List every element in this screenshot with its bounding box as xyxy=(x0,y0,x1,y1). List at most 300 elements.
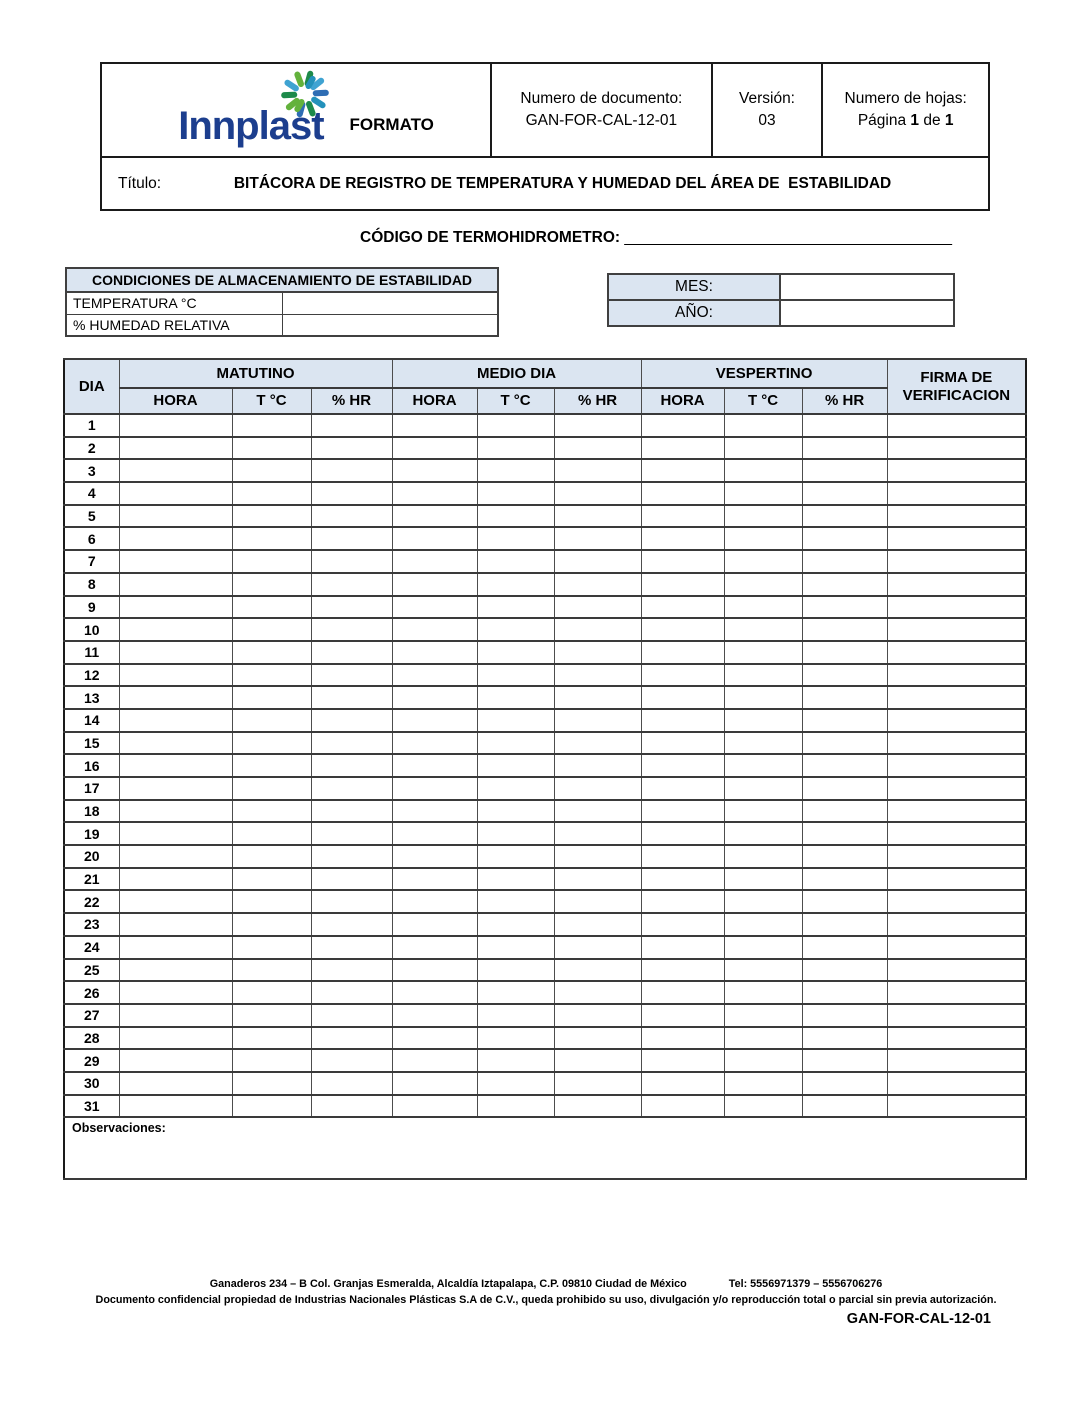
log-cell[interactable] xyxy=(477,505,554,528)
log-cell[interactable] xyxy=(119,437,232,460)
log-cell[interactable] xyxy=(477,868,554,891)
log-cell[interactable] xyxy=(119,981,232,1004)
log-cell[interactable] xyxy=(119,641,232,664)
log-cell[interactable] xyxy=(724,1072,802,1095)
log-cell[interactable] xyxy=(802,437,887,460)
log-cell[interactable] xyxy=(119,777,232,800)
log-cell[interactable] xyxy=(311,596,392,619)
log-cell[interactable] xyxy=(802,1072,887,1095)
log-cell[interactable] xyxy=(311,1004,392,1027)
log-cell[interactable] xyxy=(802,1049,887,1072)
log-cell[interactable] xyxy=(232,527,311,550)
log-cell[interactable] xyxy=(802,845,887,868)
log-cell[interactable] xyxy=(887,732,1026,755)
log-cell[interactable] xyxy=(887,527,1026,550)
log-cell[interactable] xyxy=(802,1095,887,1118)
log-cell[interactable] xyxy=(477,777,554,800)
log-cell[interactable] xyxy=(311,777,392,800)
log-cell[interactable] xyxy=(232,777,311,800)
log-cell[interactable] xyxy=(477,482,554,505)
log-cell[interactable] xyxy=(641,1095,724,1118)
log-cell[interactable] xyxy=(554,754,641,777)
log-cell[interactable] xyxy=(554,913,641,936)
log-cell[interactable] xyxy=(477,959,554,982)
log-cell[interactable] xyxy=(119,414,232,437)
log-cell[interactable] xyxy=(392,845,477,868)
log-cell[interactable] xyxy=(887,573,1026,596)
log-cell[interactable] xyxy=(641,822,724,845)
log-cell[interactable] xyxy=(887,1049,1026,1072)
log-cell[interactable] xyxy=(554,981,641,1004)
log-cell[interactable] xyxy=(392,550,477,573)
log-cell[interactable] xyxy=(887,1072,1026,1095)
log-cell[interactable] xyxy=(802,732,887,755)
log-cell[interactable] xyxy=(232,732,311,755)
log-cell[interactable] xyxy=(311,981,392,1004)
log-cell[interactable] xyxy=(724,1027,802,1050)
log-cell[interactable] xyxy=(392,596,477,619)
log-cell[interactable] xyxy=(554,505,641,528)
log-cell[interactable] xyxy=(887,890,1026,913)
log-cell[interactable] xyxy=(392,1027,477,1050)
log-cell[interactable] xyxy=(232,1072,311,1095)
log-cell[interactable] xyxy=(232,1027,311,1050)
log-cell[interactable] xyxy=(724,437,802,460)
log-cell[interactable] xyxy=(887,1027,1026,1050)
log-cell[interactable] xyxy=(554,686,641,709)
log-cell[interactable] xyxy=(641,414,724,437)
log-cell[interactable] xyxy=(392,1049,477,1072)
ano-value-cell[interactable] xyxy=(780,300,954,326)
log-cell[interactable] xyxy=(802,1004,887,1027)
log-cell[interactable] xyxy=(119,686,232,709)
log-cell[interactable] xyxy=(392,437,477,460)
log-cell[interactable] xyxy=(392,1004,477,1027)
log-cell[interactable] xyxy=(232,822,311,845)
log-cell[interactable] xyxy=(119,800,232,823)
log-cell[interactable] xyxy=(641,981,724,1004)
log-cell[interactable] xyxy=(554,414,641,437)
log-cell[interactable] xyxy=(554,709,641,732)
log-cell[interactable] xyxy=(641,505,724,528)
log-cell[interactable] xyxy=(802,505,887,528)
log-cell[interactable] xyxy=(724,777,802,800)
log-cell[interactable] xyxy=(392,777,477,800)
log-cell[interactable] xyxy=(887,913,1026,936)
log-cell[interactable] xyxy=(232,1004,311,1027)
log-cell[interactable] xyxy=(311,1027,392,1050)
log-cell[interactable] xyxy=(392,641,477,664)
log-cell[interactable] xyxy=(724,936,802,959)
log-cell[interactable] xyxy=(724,709,802,732)
log-cell[interactable] xyxy=(641,459,724,482)
log-cell[interactable] xyxy=(311,936,392,959)
log-cell[interactable] xyxy=(392,1095,477,1118)
log-cell[interactable] xyxy=(887,754,1026,777)
log-cell[interactable] xyxy=(232,913,311,936)
log-cell[interactable] xyxy=(392,686,477,709)
log-cell[interactable] xyxy=(724,550,802,573)
log-cell[interactable] xyxy=(887,959,1026,982)
log-cell[interactable] xyxy=(119,936,232,959)
log-cell[interactable] xyxy=(311,800,392,823)
log-cell[interactable] xyxy=(554,800,641,823)
log-cell[interactable] xyxy=(887,664,1026,687)
log-cell[interactable] xyxy=(119,754,232,777)
log-cell[interactable] xyxy=(641,868,724,891)
log-cell[interactable] xyxy=(641,800,724,823)
log-cell[interactable] xyxy=(477,437,554,460)
log-cell[interactable] xyxy=(887,596,1026,619)
log-cell[interactable] xyxy=(554,959,641,982)
log-cell[interactable] xyxy=(724,573,802,596)
log-cell[interactable] xyxy=(311,686,392,709)
log-cell[interactable] xyxy=(724,596,802,619)
log-cell[interactable] xyxy=(554,527,641,550)
log-cell[interactable] xyxy=(802,459,887,482)
log-cell[interactable] xyxy=(232,573,311,596)
log-cell[interactable] xyxy=(724,1004,802,1027)
log-cell[interactable] xyxy=(311,845,392,868)
log-cell[interactable] xyxy=(477,550,554,573)
log-cell[interactable] xyxy=(477,596,554,619)
log-cell[interactable] xyxy=(392,800,477,823)
log-cell[interactable] xyxy=(554,868,641,891)
log-cell[interactable] xyxy=(392,754,477,777)
log-cell[interactable] xyxy=(477,732,554,755)
log-cell[interactable] xyxy=(802,618,887,641)
log-cell[interactable] xyxy=(641,527,724,550)
log-cell[interactable] xyxy=(724,505,802,528)
log-cell[interactable] xyxy=(392,732,477,755)
log-cell[interactable] xyxy=(311,822,392,845)
log-cell[interactable] xyxy=(641,573,724,596)
log-cell[interactable] xyxy=(802,482,887,505)
log-cell[interactable] xyxy=(802,686,887,709)
log-cell[interactable] xyxy=(887,618,1026,641)
log-cell[interactable] xyxy=(554,845,641,868)
log-cell[interactable] xyxy=(311,437,392,460)
log-cell[interactable] xyxy=(724,1095,802,1118)
log-cell[interactable] xyxy=(887,709,1026,732)
log-cell[interactable] xyxy=(724,459,802,482)
log-cell[interactable] xyxy=(311,482,392,505)
log-cell[interactable] xyxy=(802,641,887,664)
log-cell[interactable] xyxy=(724,482,802,505)
log-cell[interactable] xyxy=(311,1095,392,1118)
log-cell[interactable] xyxy=(119,1004,232,1027)
log-cell[interactable] xyxy=(119,1095,232,1118)
log-cell[interactable] xyxy=(724,822,802,845)
log-cell[interactable] xyxy=(392,709,477,732)
log-cell[interactable] xyxy=(641,1049,724,1072)
log-cell[interactable] xyxy=(724,754,802,777)
log-cell[interactable] xyxy=(802,414,887,437)
log-cell[interactable] xyxy=(802,596,887,619)
log-cell[interactable] xyxy=(232,414,311,437)
log-cell[interactable] xyxy=(802,754,887,777)
log-cell[interactable] xyxy=(311,913,392,936)
log-cell[interactable] xyxy=(802,868,887,891)
log-cell[interactable] xyxy=(477,414,554,437)
log-cell[interactable] xyxy=(392,913,477,936)
log-cell[interactable] xyxy=(641,686,724,709)
mes-value-cell[interactable] xyxy=(780,274,954,300)
log-cell[interactable] xyxy=(887,845,1026,868)
log-cell[interactable] xyxy=(232,868,311,891)
log-cell[interactable] xyxy=(392,527,477,550)
log-cell[interactable] xyxy=(232,890,311,913)
log-cell[interactable] xyxy=(477,754,554,777)
log-cell[interactable] xyxy=(232,1095,311,1118)
log-cell[interactable] xyxy=(554,664,641,687)
log-cell[interactable] xyxy=(887,686,1026,709)
log-cell[interactable] xyxy=(802,800,887,823)
log-cell[interactable] xyxy=(477,709,554,732)
log-cell[interactable] xyxy=(887,777,1026,800)
log-cell[interactable] xyxy=(802,890,887,913)
log-cell[interactable] xyxy=(802,573,887,596)
log-cell[interactable] xyxy=(887,822,1026,845)
log-cell[interactable] xyxy=(802,709,887,732)
log-cell[interactable] xyxy=(554,1072,641,1095)
codigo-fill-line[interactable]: ______________________________________ xyxy=(624,229,952,246)
log-cell[interactable] xyxy=(554,1027,641,1050)
log-cell[interactable] xyxy=(887,505,1026,528)
log-cell[interactable] xyxy=(311,868,392,891)
log-cell[interactable] xyxy=(392,573,477,596)
log-cell[interactable] xyxy=(641,913,724,936)
log-cell[interactable] xyxy=(311,618,392,641)
log-cell[interactable] xyxy=(641,959,724,982)
log-cell[interactable] xyxy=(392,1072,477,1095)
log-cell[interactable] xyxy=(311,527,392,550)
log-cell[interactable] xyxy=(724,527,802,550)
log-cell[interactable] xyxy=(477,890,554,913)
log-cell[interactable] xyxy=(232,505,311,528)
log-cell[interactable] xyxy=(641,618,724,641)
log-cell[interactable] xyxy=(392,868,477,891)
humedad-value-cell[interactable] xyxy=(282,314,498,336)
log-cell[interactable] xyxy=(119,822,232,845)
log-cell[interactable] xyxy=(477,936,554,959)
log-cell[interactable] xyxy=(802,913,887,936)
log-cell[interactable] xyxy=(119,527,232,550)
log-cell[interactable] xyxy=(311,459,392,482)
log-cell[interactable] xyxy=(477,686,554,709)
log-cell[interactable] xyxy=(232,800,311,823)
log-cell[interactable] xyxy=(802,981,887,1004)
log-cell[interactable] xyxy=(477,800,554,823)
log-cell[interactable] xyxy=(641,845,724,868)
log-cell[interactable] xyxy=(887,482,1026,505)
log-cell[interactable] xyxy=(119,505,232,528)
log-cell[interactable] xyxy=(641,641,724,664)
log-cell[interactable] xyxy=(802,822,887,845)
log-cell[interactable] xyxy=(554,437,641,460)
log-cell[interactable] xyxy=(119,482,232,505)
log-cell[interactable] xyxy=(554,936,641,959)
log-cell[interactable] xyxy=(477,618,554,641)
log-cell[interactable] xyxy=(311,1049,392,1072)
log-cell[interactable] xyxy=(887,1095,1026,1118)
log-cell[interactable] xyxy=(641,664,724,687)
log-cell[interactable] xyxy=(802,1027,887,1050)
log-cell[interactable] xyxy=(392,890,477,913)
log-cell[interactable] xyxy=(477,459,554,482)
log-cell[interactable] xyxy=(554,822,641,845)
log-cell[interactable] xyxy=(802,777,887,800)
log-cell[interactable] xyxy=(232,981,311,1004)
log-cell[interactable] xyxy=(724,686,802,709)
log-cell[interactable] xyxy=(392,618,477,641)
log-cell[interactable] xyxy=(554,732,641,755)
log-cell[interactable] xyxy=(119,596,232,619)
log-cell[interactable] xyxy=(477,913,554,936)
log-cell[interactable] xyxy=(392,959,477,982)
log-cell[interactable] xyxy=(554,1004,641,1027)
log-cell[interactable] xyxy=(641,1004,724,1027)
log-cell[interactable] xyxy=(119,959,232,982)
log-cell[interactable] xyxy=(232,845,311,868)
log-cell[interactable] xyxy=(477,664,554,687)
log-cell[interactable] xyxy=(724,1049,802,1072)
log-cell[interactable] xyxy=(887,550,1026,573)
log-cell[interactable] xyxy=(311,550,392,573)
log-cell[interactable] xyxy=(477,1027,554,1050)
log-cell[interactable] xyxy=(119,732,232,755)
log-cell[interactable] xyxy=(232,709,311,732)
log-cell[interactable] xyxy=(724,732,802,755)
log-cell[interactable] xyxy=(477,527,554,550)
log-cell[interactable] xyxy=(641,550,724,573)
log-cell[interactable] xyxy=(232,618,311,641)
temperatura-value-cell[interactable] xyxy=(282,292,498,314)
log-cell[interactable] xyxy=(119,1049,232,1072)
log-cell[interactable] xyxy=(119,913,232,936)
log-cell[interactable] xyxy=(724,913,802,936)
log-cell[interactable] xyxy=(887,981,1026,1004)
log-cell[interactable] xyxy=(232,936,311,959)
log-cell[interactable] xyxy=(724,890,802,913)
log-cell[interactable] xyxy=(311,664,392,687)
log-cell[interactable] xyxy=(232,437,311,460)
log-cell[interactable] xyxy=(392,936,477,959)
log-cell[interactable] xyxy=(724,981,802,1004)
log-cell[interactable] xyxy=(641,890,724,913)
log-cell[interactable] xyxy=(887,868,1026,891)
log-cell[interactable] xyxy=(887,437,1026,460)
log-cell[interactable] xyxy=(119,573,232,596)
log-cell[interactable] xyxy=(119,664,232,687)
log-cell[interactable] xyxy=(392,822,477,845)
log-cell[interactable] xyxy=(477,822,554,845)
log-cell[interactable] xyxy=(477,573,554,596)
log-cell[interactable] xyxy=(119,1027,232,1050)
log-cell[interactable] xyxy=(724,845,802,868)
log-cell[interactable] xyxy=(119,845,232,868)
log-cell[interactable] xyxy=(724,641,802,664)
log-cell[interactable] xyxy=(311,709,392,732)
log-cell[interactable] xyxy=(232,754,311,777)
log-cell[interactable] xyxy=(477,1095,554,1118)
log-cell[interactable] xyxy=(554,573,641,596)
log-cell[interactable] xyxy=(724,959,802,982)
log-cell[interactable] xyxy=(641,936,724,959)
log-cell[interactable] xyxy=(641,732,724,755)
log-cell[interactable] xyxy=(641,709,724,732)
log-cell[interactable] xyxy=(887,459,1026,482)
log-cell[interactable] xyxy=(477,845,554,868)
log-cell[interactable] xyxy=(554,777,641,800)
log-cell[interactable] xyxy=(232,959,311,982)
log-cell[interactable] xyxy=(641,1072,724,1095)
log-cell[interactable] xyxy=(311,732,392,755)
observaciones-cell[interactable] xyxy=(64,1117,1026,1179)
log-cell[interactable] xyxy=(802,936,887,959)
log-cell[interactable] xyxy=(887,1004,1026,1027)
log-cell[interactable] xyxy=(477,641,554,664)
log-cell[interactable] xyxy=(392,414,477,437)
log-cell[interactable] xyxy=(119,709,232,732)
log-cell[interactable] xyxy=(887,641,1026,664)
log-cell[interactable] xyxy=(232,664,311,687)
log-cell[interactable] xyxy=(392,459,477,482)
log-cell[interactable] xyxy=(641,777,724,800)
log-cell[interactable] xyxy=(554,482,641,505)
log-cell[interactable] xyxy=(802,550,887,573)
log-cell[interactable] xyxy=(232,482,311,505)
log-cell[interactable] xyxy=(311,505,392,528)
log-cell[interactable] xyxy=(392,482,477,505)
log-cell[interactable] xyxy=(724,664,802,687)
log-cell[interactable] xyxy=(311,573,392,596)
log-cell[interactable] xyxy=(887,414,1026,437)
log-cell[interactable] xyxy=(641,482,724,505)
log-cell[interactable] xyxy=(554,1049,641,1072)
log-cell[interactable] xyxy=(554,890,641,913)
log-cell[interactable] xyxy=(641,1027,724,1050)
log-cell[interactable] xyxy=(392,981,477,1004)
log-cell[interactable] xyxy=(724,868,802,891)
log-cell[interactable] xyxy=(887,800,1026,823)
log-cell[interactable] xyxy=(392,664,477,687)
log-cell[interactable] xyxy=(232,1049,311,1072)
log-cell[interactable] xyxy=(311,890,392,913)
log-cell[interactable] xyxy=(477,1004,554,1027)
log-cell[interactable] xyxy=(119,459,232,482)
log-cell[interactable] xyxy=(119,550,232,573)
log-cell[interactable] xyxy=(477,1049,554,1072)
log-cell[interactable] xyxy=(232,596,311,619)
log-cell[interactable] xyxy=(311,754,392,777)
log-cell[interactable] xyxy=(311,641,392,664)
log-cell[interactable] xyxy=(311,959,392,982)
log-cell[interactable] xyxy=(119,868,232,891)
log-cell[interactable] xyxy=(554,618,641,641)
log-cell[interactable] xyxy=(119,618,232,641)
log-cell[interactable] xyxy=(392,505,477,528)
log-cell[interactable] xyxy=(554,641,641,664)
log-cell[interactable] xyxy=(232,550,311,573)
log-cell[interactable] xyxy=(232,459,311,482)
log-cell[interactable] xyxy=(554,459,641,482)
log-cell[interactable] xyxy=(232,686,311,709)
log-cell[interactable] xyxy=(554,596,641,619)
log-cell[interactable] xyxy=(554,1095,641,1118)
log-cell[interactable] xyxy=(641,754,724,777)
log-cell[interactable] xyxy=(311,414,392,437)
